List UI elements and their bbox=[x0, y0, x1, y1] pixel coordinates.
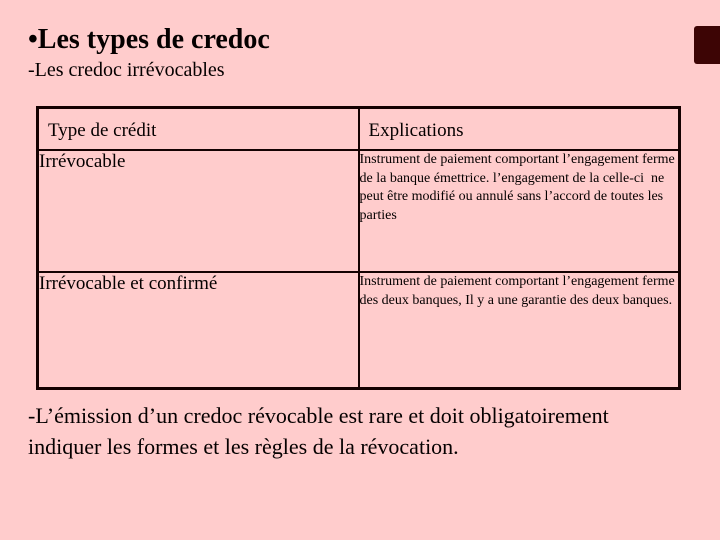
slide-title: •Les types de credoc bbox=[28, 24, 270, 55]
corner-accent-tab bbox=[694, 26, 720, 64]
credit-type-cell: Irrévocable bbox=[38, 150, 359, 272]
footer-note: -L’émission d’un credoc révocable est rare et doit obligatoirement indiquer les formes et les règles de la révocation. bbox=[28, 403, 609, 459]
table-header-row bbox=[38, 108, 680, 151]
credit-type-cell: Irrévocable et confirmé bbox=[38, 272, 359, 389]
table-row-irrevocable bbox=[38, 150, 680, 272]
credoc-types-table bbox=[36, 106, 681, 390]
column-header-explications: Explications bbox=[359, 108, 680, 151]
slide-subtitle: -Les credoc irrévocables bbox=[28, 59, 225, 81]
column-header-type-de-credit: Type de crédit bbox=[38, 108, 359, 151]
table-row-irrevocable-confirme bbox=[38, 272, 680, 389]
explication-cell: Instrument de paiement comportant l’engagement ferme de la banque émettrice. l’engagement de la celle-ci ne peut être modifié ou annulé sans l’accord de toutes les parties bbox=[359, 150, 680, 272]
explication-cell: Instrument de paiement comportant l’engagement ferme des deux banques, Il y a une garantie des deux banques. bbox=[359, 272, 680, 389]
